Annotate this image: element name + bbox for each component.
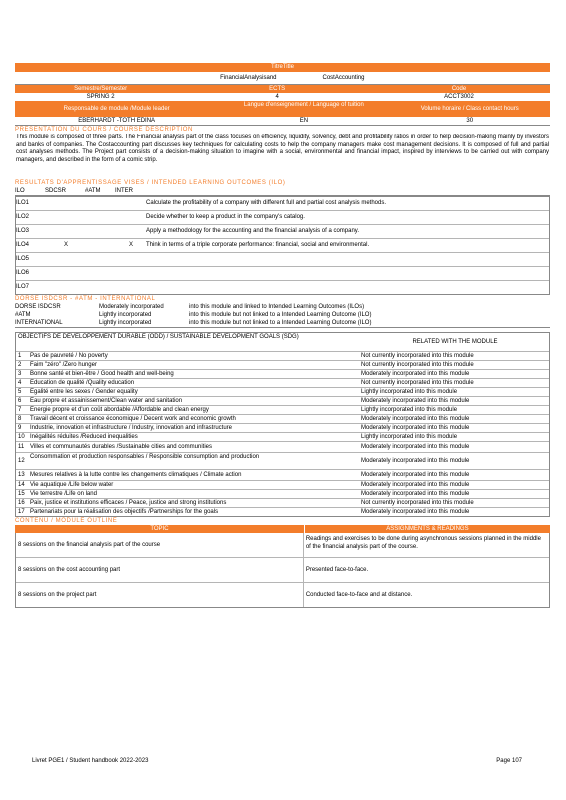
sdg-status: Moderately incorporated into this module xyxy=(361,416,470,422)
sdg-goal: Partenariats pour la réalisation des objectifs /Partnerships for the goals xyxy=(30,509,219,515)
theme-name: INTERNATIONAL xyxy=(15,320,63,326)
sdg-goal: Vie terrestre /Life on land xyxy=(30,491,97,497)
table-row xyxy=(16,369,549,378)
leader-value: EBERHARDT -TOTH EDINA xyxy=(78,118,156,124)
ilo-inter-mark xyxy=(116,225,146,238)
ects-value: 4 xyxy=(275,94,279,100)
sdg-status: Moderately incorporated into this module xyxy=(361,371,470,377)
footer-handbook: Livret PGE1 / Student handbook 2022-2023 xyxy=(32,758,149,764)
ilo-text: Decide whether to keep a product in the company's catalog. xyxy=(146,214,305,220)
sdg-goal: Faim "zéro" /Zero hunger xyxy=(30,362,97,368)
language-label: Langue d'enseignement / Language of tuition xyxy=(218,101,389,117)
sdg-goal: Inégalités réduites /Reduced inequalities xyxy=(30,434,138,440)
outcomes-heading: RESULTATS D'APPRENTISSAGE VISES / INTENDED LEARNING OUTCOMES (ILO) xyxy=(15,180,286,186)
content-table xyxy=(15,533,550,608)
ilo-atm-mark xyxy=(86,211,116,224)
sdg-related-heading: RELATED WITH THE MODULE xyxy=(412,339,498,345)
outcomes-col-sdcsr: SDCSR xyxy=(45,188,67,194)
leader-label: Responsable de module /Module leader xyxy=(15,101,218,117)
sdg-goal: Consommation et production responsables / Responsible consumption and production xyxy=(30,454,260,460)
outcomes-col-atm: #ATM xyxy=(85,188,101,194)
ilo-inter-mark xyxy=(116,281,146,294)
sdg-number: 2 xyxy=(18,362,22,368)
table-row xyxy=(16,414,549,423)
table-row xyxy=(16,489,549,498)
table-row xyxy=(16,280,549,294)
hours-value: 30 xyxy=(466,118,474,124)
title-bar: TitreTitle xyxy=(15,63,550,72)
content-assignment: Conducted face-to-face and at distance. xyxy=(305,592,413,598)
theme-text: into this module and linked to Intended Learning Outcomes (ILOs) xyxy=(189,304,365,310)
table-row xyxy=(16,498,549,507)
theme-level: Lightly incorporated xyxy=(99,320,152,326)
content-heading: CONTENU / MODULE OUTLINE xyxy=(15,518,118,524)
ilo-sdcsr-mark xyxy=(46,211,86,224)
ilo-id: ILO7 xyxy=(16,284,30,290)
theme-text: into this module but not linked to a Intended Learning Outcome (ILO) xyxy=(189,312,372,318)
table-row xyxy=(15,303,550,311)
sdg-number: 14 xyxy=(18,482,25,488)
ilo-id: ILO2 xyxy=(16,214,30,220)
course-sheet xyxy=(15,63,550,608)
outcomes-col-inter: INTER xyxy=(115,188,133,194)
table-row xyxy=(16,480,549,489)
ilo-id: ILO1 xyxy=(16,200,30,206)
sdg-status: Moderately incorporated into this module xyxy=(361,482,470,488)
course-name-row xyxy=(15,72,550,85)
assignments-label: ASSIGNMENTS & READINGS xyxy=(304,525,550,533)
language-value: EN xyxy=(299,118,309,124)
sdg-number: 10 xyxy=(18,434,25,440)
sdg-heading: OBJECTIFS DE DEVELOPPEMENT DURABLE (ODD) / SUSTAINABLE DEVELOPMENT GOALS (SDG) xyxy=(18,334,299,340)
table-row xyxy=(16,396,549,405)
sdg-number: 16 xyxy=(18,500,25,506)
theme-level: Lightly incorporated xyxy=(99,312,152,318)
sdg-status: Moderately incorporated into this module xyxy=(361,491,470,497)
sdg-goal: Mesures relatives à la lutte contre les changements climatiques / Climate action xyxy=(30,472,242,478)
outcomes-table xyxy=(15,196,550,295)
sdg-number: 3 xyxy=(18,371,22,377)
sdg-goal: Vie aquatique /Life below water xyxy=(30,482,114,488)
sdg-status: Moderately incorporated into this module xyxy=(361,472,470,478)
ilo-atm-mark xyxy=(86,267,116,280)
meta-labels-row xyxy=(15,85,550,93)
table-row xyxy=(16,469,549,480)
ilo-atm-mark xyxy=(86,253,116,266)
sdg-goal: Egalité entre les sexes / Gender equality xyxy=(30,389,138,395)
sdg-number: 12 xyxy=(18,458,25,464)
course-name-part1: FinancialAnalysisand xyxy=(220,75,277,81)
sdg-status: Lightly incorporated into this module xyxy=(361,389,458,395)
sdg-status: Not currently incorporated into this module xyxy=(361,353,474,359)
sdg-status: Lightly incorporated into this module xyxy=(361,434,458,440)
table-row xyxy=(16,197,549,210)
staff-values-row xyxy=(15,117,550,126)
table-row xyxy=(16,238,549,252)
content-topic: 8 sessions on the project part xyxy=(16,583,304,607)
themes-heading: DORSE ISDCSR - #ATM - INTERNATIONAL xyxy=(15,296,156,302)
ilo-text: Apply a methodology for the accounting and the financial analysis of a company. xyxy=(146,228,360,234)
content-assignment: Readings and exercises to be done during asynchronous sessions planned in the middle of the financial analysis part of the course. xyxy=(305,536,541,550)
ilo-inter-mark: X xyxy=(128,242,133,248)
page-footer xyxy=(32,758,522,764)
table-row xyxy=(16,441,549,452)
ilo-sdcsr-mark xyxy=(46,197,86,210)
sdg-goal: Industrie, innovation et infrastructure / Industry, innovation and infrastructure xyxy=(30,425,232,431)
content-topic: 8 sessions on the financial analysis part of the course xyxy=(16,533,304,557)
code-label: Code xyxy=(368,85,550,93)
semester-value: SPRING 2 xyxy=(86,94,115,100)
semester-label: Semestre/Semester xyxy=(15,85,186,93)
table-row xyxy=(16,378,549,387)
ilo-inter-mark xyxy=(116,267,146,280)
sdg-table xyxy=(15,332,550,517)
sdg-status: Lightly incorporated into this module xyxy=(361,407,458,413)
table-row xyxy=(16,224,549,238)
outcomes-header-row xyxy=(15,187,550,196)
content-topic: 8 sessions on the cost accounting part xyxy=(16,558,304,582)
table-row xyxy=(16,266,549,280)
ilo-text xyxy=(146,281,549,294)
ilo-inter-mark xyxy=(116,197,146,210)
ilo-text xyxy=(146,253,549,266)
presentation-heading: PRESENTATION DU COURS / COURSE DESCRIPTION xyxy=(15,127,193,133)
sdg-goal: Villes et communautés durables /Sustainable cities and communities xyxy=(30,444,212,450)
sdg-goal: Education de qualité /Quality education xyxy=(30,380,135,386)
table-row xyxy=(16,405,549,414)
sdg-goal: Pas de pauvreté / No poverty xyxy=(30,353,108,359)
sdg-goal: Eau propre et assainissement/Clean water and sanitation xyxy=(30,398,183,404)
ilo-id: ILO6 xyxy=(16,270,30,276)
sdg-number: 8 xyxy=(18,416,22,422)
ilo-sdcsr-mark xyxy=(46,225,86,238)
content-header-row xyxy=(15,525,550,533)
course-name-part2: CostAccounting xyxy=(322,75,365,81)
ilo-atm-mark xyxy=(86,281,116,294)
ilo-id: ILO3 xyxy=(16,228,30,234)
sdg-number: 15 xyxy=(18,491,25,497)
sdg-goal: Travail décent et croissance économique / Decent work and economic growth xyxy=(30,416,236,422)
theme-text: into this module but not linked to a Intended Learning Outcome (ILO) xyxy=(189,320,372,326)
table-row xyxy=(16,432,549,441)
outcomes-col-ilo: ILO xyxy=(15,188,25,194)
sdg-number: 17 xyxy=(18,509,25,515)
sdg-goal: Bonne santé et bien-être / Good health and well-being xyxy=(30,371,174,377)
sdg-status: Not currently incorporated into this module xyxy=(361,500,474,506)
table-row xyxy=(16,210,549,224)
table-row xyxy=(16,452,549,469)
table-row xyxy=(16,507,549,516)
sdg-status: Moderately incorporated into this module xyxy=(361,398,470,404)
sdg-number: 13 xyxy=(18,472,25,478)
ilo-inter-mark xyxy=(116,211,146,224)
presentation-text: This module is composed of three parts. The Financial analysis part of the class focuses on efficiency, liquidity, solvency, debt and profitability ratios in order to help decision-making mainly by investors and banks of companies. The Costaccounting part discusses key techniques for calculating costs to help the company managers make cost management decisions. It is composed of full and partial cost analyses methods. The Project part consists of a decision-making situation to imagine with a social, environmental and financial impact, inspired by interviews to be carried out with company managers, and described in the form of a comic strip. xyxy=(16,134,549,163)
sdg-number: 1 xyxy=(18,353,22,359)
sdg-number: 9 xyxy=(18,425,22,431)
sdg-header-row xyxy=(16,333,549,351)
ects-label: ECTS xyxy=(186,85,368,93)
ilo-text xyxy=(146,267,549,280)
sdg-number: 6 xyxy=(18,398,22,404)
ilo-atm-mark xyxy=(86,225,116,238)
table-row xyxy=(16,252,549,266)
sdg-number: 11 xyxy=(18,444,25,450)
content-assignment: Presented face-to-face. xyxy=(305,567,369,573)
table-row xyxy=(16,360,549,369)
ilo-id: ILO5 xyxy=(16,256,30,262)
title-row xyxy=(15,63,550,72)
ilo-atm-mark xyxy=(86,197,116,210)
table-row xyxy=(16,387,549,396)
theme-name: DORSE ISDCSR xyxy=(15,304,61,310)
staff-labels-row xyxy=(15,101,550,117)
meta-values-row xyxy=(15,93,550,101)
footer-page-number: Page 107 xyxy=(496,758,522,764)
ilo-text: Think in terms of a triple corporate performance: financial, social and environmental. xyxy=(146,242,370,248)
sdg-status: Moderately incorporated into this module xyxy=(361,509,470,515)
table-row xyxy=(16,533,549,557)
hours-label: Volume horaire / Class contact hours xyxy=(389,101,550,117)
table-row xyxy=(16,351,549,360)
sdg-number: 7 xyxy=(18,407,22,413)
ilo-sdcsr-mark xyxy=(46,267,86,280)
topic-label: TOPIC xyxy=(15,525,304,533)
code-value: ACCT3002 xyxy=(444,94,474,100)
sdg-number: 4 xyxy=(18,380,22,386)
table-row xyxy=(15,319,550,327)
ilo-id: ILO4 xyxy=(16,242,30,248)
table-row xyxy=(16,423,549,432)
theme-name: #ATM xyxy=(15,312,31,318)
themes-table xyxy=(15,303,550,328)
ilo-sdcsr-mark xyxy=(46,253,86,266)
ilo-text: Calculate the profitability of a company with different full and partial cost analysis methods. xyxy=(146,200,387,206)
ilo-atm-mark xyxy=(86,239,116,252)
sdg-status: Moderately incorporated into this module xyxy=(361,458,470,464)
theme-level: Moderately incorporated xyxy=(99,304,164,310)
sdg-number: 5 xyxy=(18,389,22,395)
ilo-sdcsr-mark xyxy=(46,281,86,294)
ilo-sdcsr-mark: X xyxy=(63,242,68,248)
table-row xyxy=(15,311,550,319)
sdg-status: Moderately incorporated into this module xyxy=(361,444,470,450)
ilo-inter-mark xyxy=(116,253,146,266)
sdg-status: Moderately incorporated into this module xyxy=(361,425,470,431)
sdg-goal: Paix, justice et institutions efficaces / Peace, justice and strong institutions xyxy=(30,500,227,506)
sdg-status: Not currently incorporated into this module xyxy=(361,380,474,386)
sdg-status: Not currently incorporated into this module xyxy=(361,362,474,368)
table-row xyxy=(16,557,549,582)
sdg-goal: Energie propre et d'un coût abordable /Affordable and clean energy xyxy=(30,407,209,413)
table-row xyxy=(16,582,549,607)
